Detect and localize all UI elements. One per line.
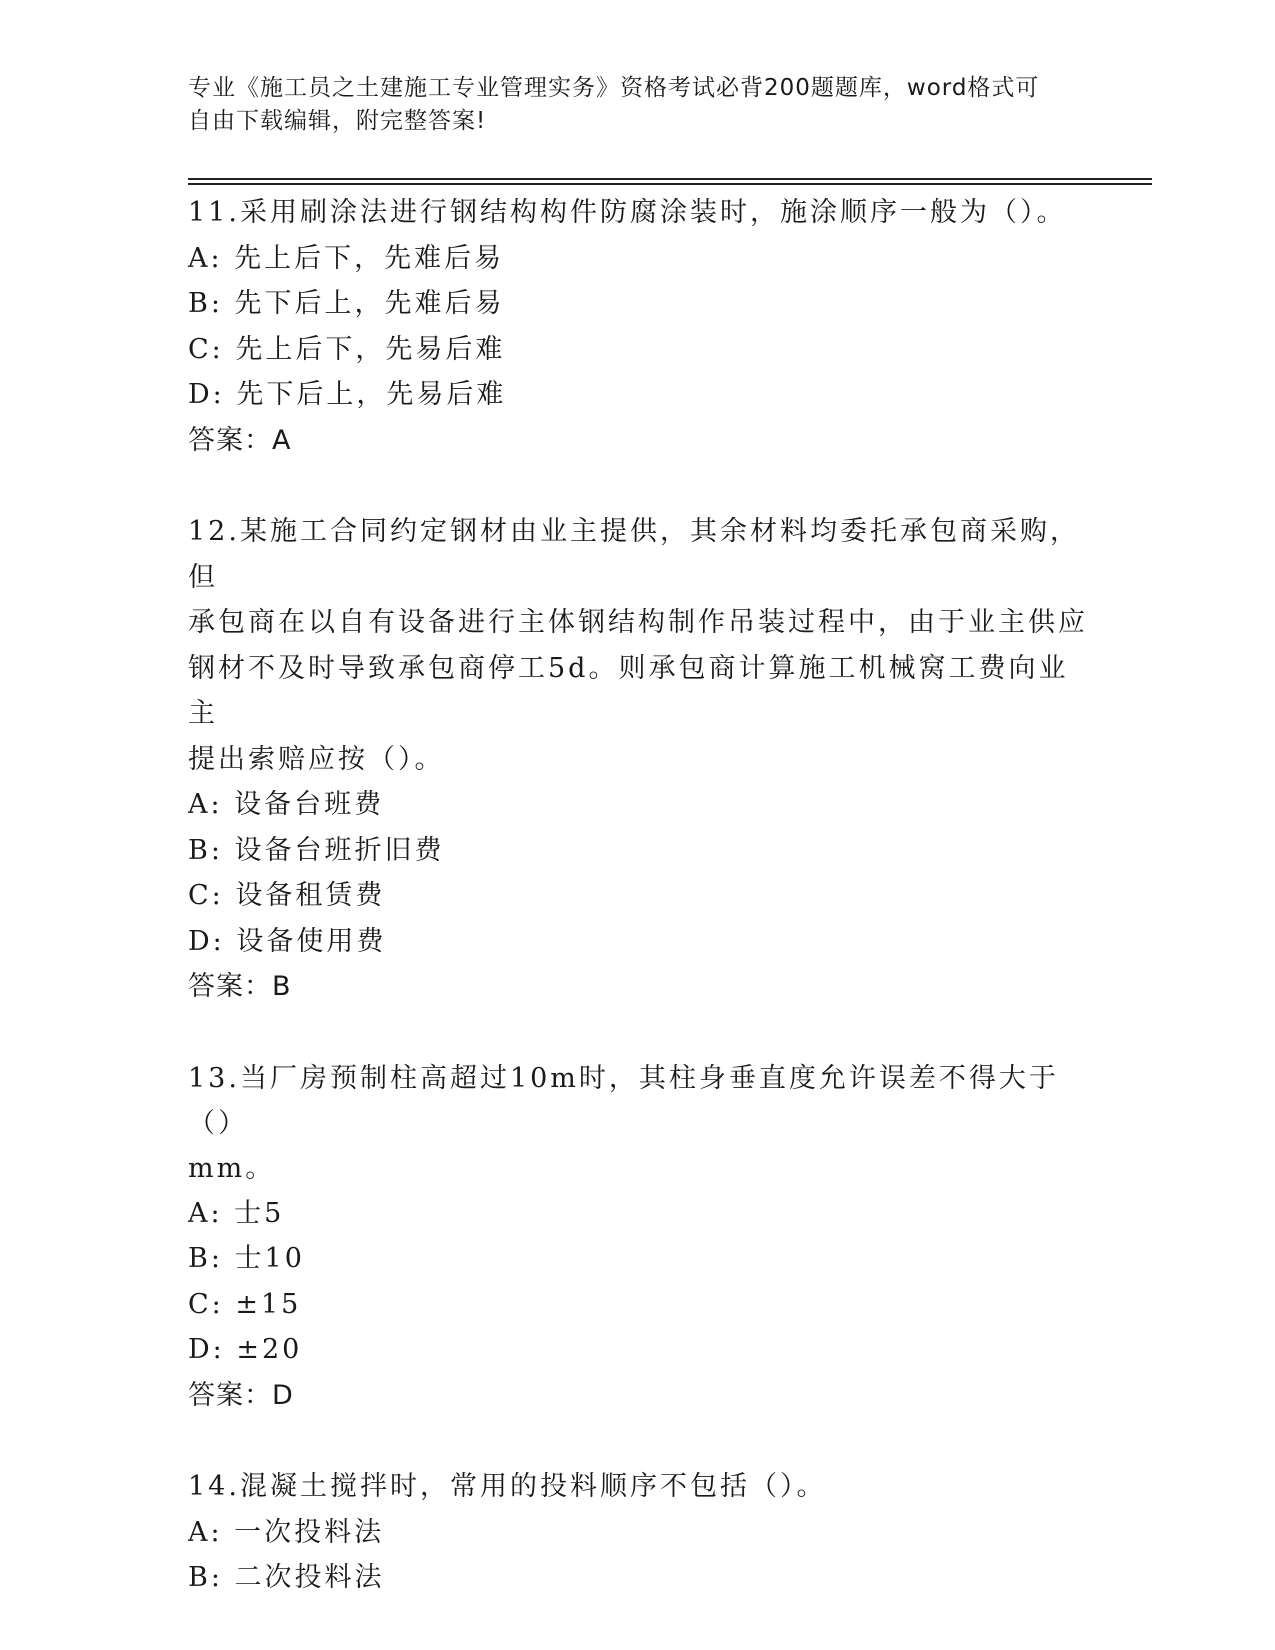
option-c: C: 设备租赁费 xyxy=(188,880,386,911)
option-b: B: 设备台班折旧费 xyxy=(188,834,445,866)
header-line-1: 专业《施工员之土建施工专业管理实务》资格考试必背200题题库，word格式可 xyxy=(188,75,1040,101)
option-d: D: 先下后上，先易后难 xyxy=(188,379,507,410)
question-list xyxy=(188,190,1088,1601)
question-text-line-2: mm。 xyxy=(188,1152,276,1184)
spacer xyxy=(188,1418,1088,1464)
option-c: C: 先上后下，先易后难 xyxy=(188,333,506,365)
header-line-2: 自由下载编辑，附完整答案! xyxy=(188,108,487,134)
question-text: 14.混凝土搅拌时，常用的投料顺序不包括（）。 xyxy=(188,1471,827,1502)
question-text-line-2: 承包商在以自有设备进行主体钢结构制作吊装过程中，由于业主供应 xyxy=(188,607,1088,638)
question-text-line-3: 钢材不及时导致承包商停工5d。则承包商计算施工机械窝工费向业主 xyxy=(188,652,1069,729)
option-a: A: 士5 xyxy=(188,1197,285,1229)
question-text-line-1: 12.某施工合同约定钢材由业主提供，其余材料均委托承包商采购，但 xyxy=(188,516,1080,593)
question-13 xyxy=(188,1056,1088,1419)
option-c: C: ±15 xyxy=(188,1288,302,1320)
option-d: D: 设备使用费 xyxy=(188,925,387,957)
header-divider-bottom xyxy=(188,183,1152,185)
answer: 答案：A xyxy=(188,424,292,456)
option-b: B: 士10 xyxy=(188,1243,305,1274)
option-b: B: 二次投料法 xyxy=(188,1562,385,1593)
spacer xyxy=(188,1010,1088,1056)
question-text-line-4: 提出索赔应按（）。 xyxy=(188,743,445,775)
answer: 答案：B xyxy=(188,971,292,1002)
option-a: A: 设备台班费 xyxy=(188,789,385,820)
question-text-line-1: 13.当厂房预制柱高超过10m时，其柱身垂直度允许误差不得大于（） xyxy=(188,1062,1059,1139)
option-d: D: ±20 xyxy=(188,1334,303,1365)
spacer xyxy=(188,463,1088,509)
option-b: B: 先下后上，先难后易 xyxy=(188,288,505,319)
header-divider-top xyxy=(188,178,1152,180)
question-12 xyxy=(188,509,1088,1010)
document-header xyxy=(188,72,1088,138)
option-a: A: 先上后下，先难后易 xyxy=(188,242,505,274)
question-11 xyxy=(188,190,1088,463)
question-14 xyxy=(188,1464,1088,1601)
answer: 答案：D xyxy=(188,1379,294,1411)
question-text: 11.采用刷涂法进行钢结构构件防腐涂装时，施涂顺序一般为（）。 xyxy=(188,197,1067,228)
option-a: A: 一次投料法 xyxy=(188,1516,385,1548)
